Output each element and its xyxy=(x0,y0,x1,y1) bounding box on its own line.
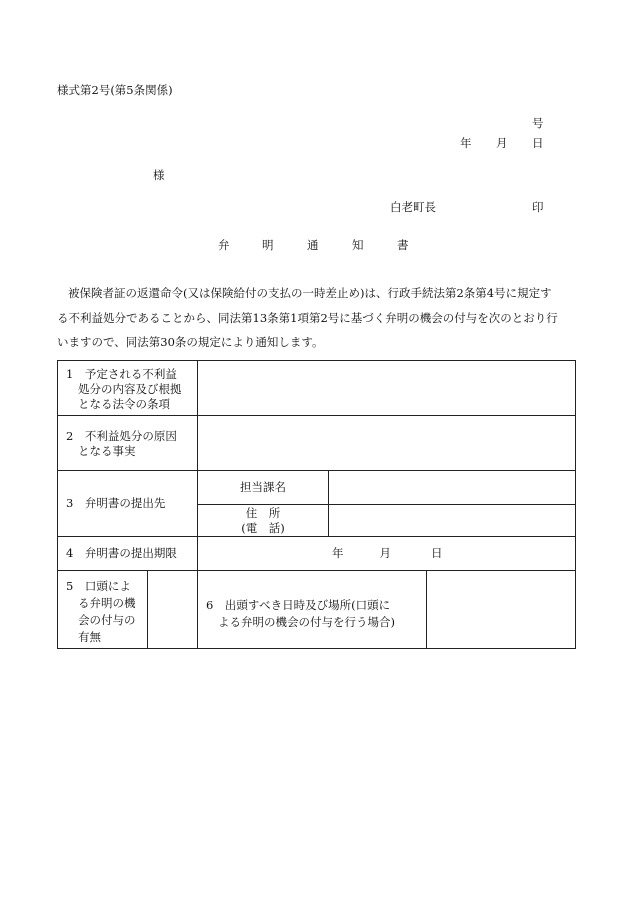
row6-label xyxy=(198,571,427,649)
table-row xyxy=(58,471,576,505)
table-row xyxy=(58,361,576,416)
table-row xyxy=(58,416,576,471)
row1-line: となる法令の条項 xyxy=(78,397,170,411)
body-line: いますので、同法第30条の規定により通知します。 xyxy=(57,335,324,349)
row3-label: 3 弁明書の提出先 xyxy=(58,471,198,537)
row2-label xyxy=(58,416,198,471)
row1-line: 1 予定される不利益 xyxy=(66,367,177,381)
body-line: る不利益処分であることから、同法第13条第1項第2号に基づく弁明の機会の付与を次のとおり行 xyxy=(57,310,558,325)
row1-value xyxy=(198,361,576,416)
phone-label: (電 話) xyxy=(241,520,285,535)
title-char: 弁 xyxy=(218,238,230,252)
date-day-label: 日 xyxy=(532,136,544,150)
title-char: 明 xyxy=(262,238,274,252)
issuer-name: 白老町長 xyxy=(390,200,436,214)
row5-line: る弁明の機 xyxy=(78,596,136,610)
seal-label: 印 xyxy=(532,200,544,214)
addressee-suffix: 様 xyxy=(153,168,165,182)
row6-line: 6 出頭すべき日時及び場所(口頭に xyxy=(206,598,391,612)
deadline-month: 月 xyxy=(379,546,391,560)
title-char: 書 xyxy=(397,238,409,252)
address-value xyxy=(329,505,576,537)
title-char: 知 xyxy=(352,238,364,252)
deadline-date xyxy=(198,537,576,571)
date-month-label: 月 xyxy=(496,136,508,150)
row2-value xyxy=(198,416,576,471)
title-char: 通 xyxy=(307,238,319,252)
row5-line: 会の付与の xyxy=(78,613,136,627)
document-number-label: 号 xyxy=(532,116,544,130)
date-year-label: 年 xyxy=(460,136,472,150)
body-paragraph xyxy=(57,281,579,355)
row2-line: となる事実 xyxy=(78,444,136,458)
row1-line: 処分の内容及び根拠 xyxy=(78,382,182,396)
row6-line: よる弁明の機会の付与を行う場合) xyxy=(218,615,395,629)
notice-table xyxy=(57,360,576,649)
deadline-year: 年 xyxy=(332,546,344,560)
row5-line: 5 口頭によ xyxy=(66,579,131,593)
row5-label xyxy=(58,571,148,649)
form-number: 様式第2号(第5条関係) xyxy=(57,83,173,97)
row6-value xyxy=(427,571,576,649)
row2-line: 2 不利益処分の原因 xyxy=(66,429,177,443)
table-row xyxy=(58,537,576,571)
row5-line: 有無 xyxy=(78,630,101,644)
address-label-cell xyxy=(198,505,329,537)
dept-label: 担当課名 xyxy=(198,471,329,505)
row1-label xyxy=(58,361,198,416)
table-row xyxy=(58,571,576,649)
row4-label: 4 弁明書の提出期限 xyxy=(58,537,198,571)
dept-value xyxy=(329,471,576,505)
address-label: 住 所 xyxy=(245,505,281,520)
row5-value xyxy=(148,571,198,649)
deadline-day: 日 xyxy=(431,546,443,560)
body-line: 被保険者証の返還命令(又は保険給付の支払の一時差止め)は、行政手続法第2条第4号に規定す xyxy=(68,286,552,300)
